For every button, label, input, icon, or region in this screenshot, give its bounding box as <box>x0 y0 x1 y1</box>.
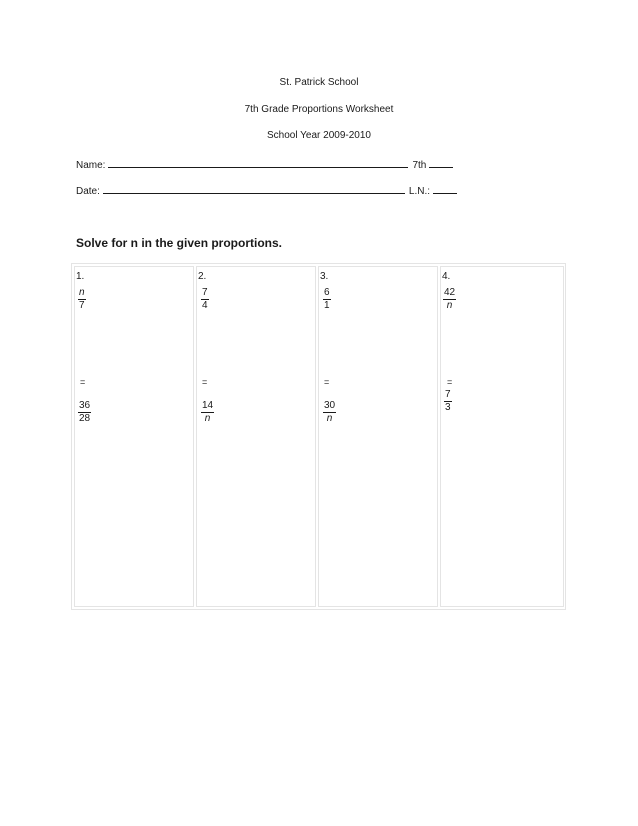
right-fraction <box>78 400 91 425</box>
problem-cell-1 <box>74 266 194 607</box>
numerator: 42 <box>444 287 456 298</box>
problem-number: 4. <box>442 271 451 282</box>
right-fraction <box>323 400 336 425</box>
problem-number: 3. <box>320 271 329 282</box>
left-fraction <box>323 287 331 312</box>
ln-blank[interactable] <box>433 183 457 194</box>
denominator: n <box>326 413 333 424</box>
numerator: 6 <box>324 287 330 298</box>
numerator: n <box>79 287 85 298</box>
ln-label: L.N.: <box>408 186 431 197</box>
denominator: 3 <box>445 402 451 413</box>
equals-sign: = <box>447 377 453 387</box>
problem-cell-2 <box>196 266 316 607</box>
numerator: 14 <box>202 400 214 411</box>
denominator: 4 <box>202 300 208 311</box>
grade-label: 7th <box>412 160 427 171</box>
denominator: 28 <box>79 413 91 424</box>
numerator: 36 <box>79 400 91 411</box>
numerator: 7 <box>445 389 451 400</box>
instructions-heading: Solve for n in the given proportions. <box>76 236 283 250</box>
numerator: 7 <box>202 287 208 298</box>
problem-cell-3 <box>318 266 438 607</box>
name-line <box>76 157 453 172</box>
denominator: n <box>446 300 453 311</box>
name-label: Name: <box>76 160 106 171</box>
problem-cell-4 <box>440 266 564 607</box>
name-blank[interactable] <box>108 157 408 168</box>
equals-sign: = <box>324 377 330 387</box>
school-name: St. Patrick School <box>279 77 359 88</box>
right-fraction <box>201 400 214 425</box>
denominator: 1 <box>324 300 330 311</box>
date-line <box>76 183 457 198</box>
worksheet-title: 7th Grade Proportions Worksheet <box>244 104 394 115</box>
problem-number: 2. <box>198 271 207 282</box>
date-label: Date: <box>76 186 100 197</box>
denominator: 7 <box>79 300 85 311</box>
left-fraction <box>78 287 86 312</box>
equals-sign: = <box>202 377 208 387</box>
problems-table <box>71 263 566 610</box>
problem-number: 1. <box>76 271 85 282</box>
school-year: School Year 2009-2010 <box>267 130 371 141</box>
denominator: n <box>204 413 211 424</box>
left-fraction <box>443 287 456 312</box>
left-fraction <box>201 287 209 312</box>
right-fraction <box>444 389 452 414</box>
equals-sign: = <box>80 377 86 387</box>
numerator: 30 <box>324 400 336 411</box>
grade-section-blank[interactable] <box>429 157 453 168</box>
date-blank[interactable] <box>103 183 405 194</box>
